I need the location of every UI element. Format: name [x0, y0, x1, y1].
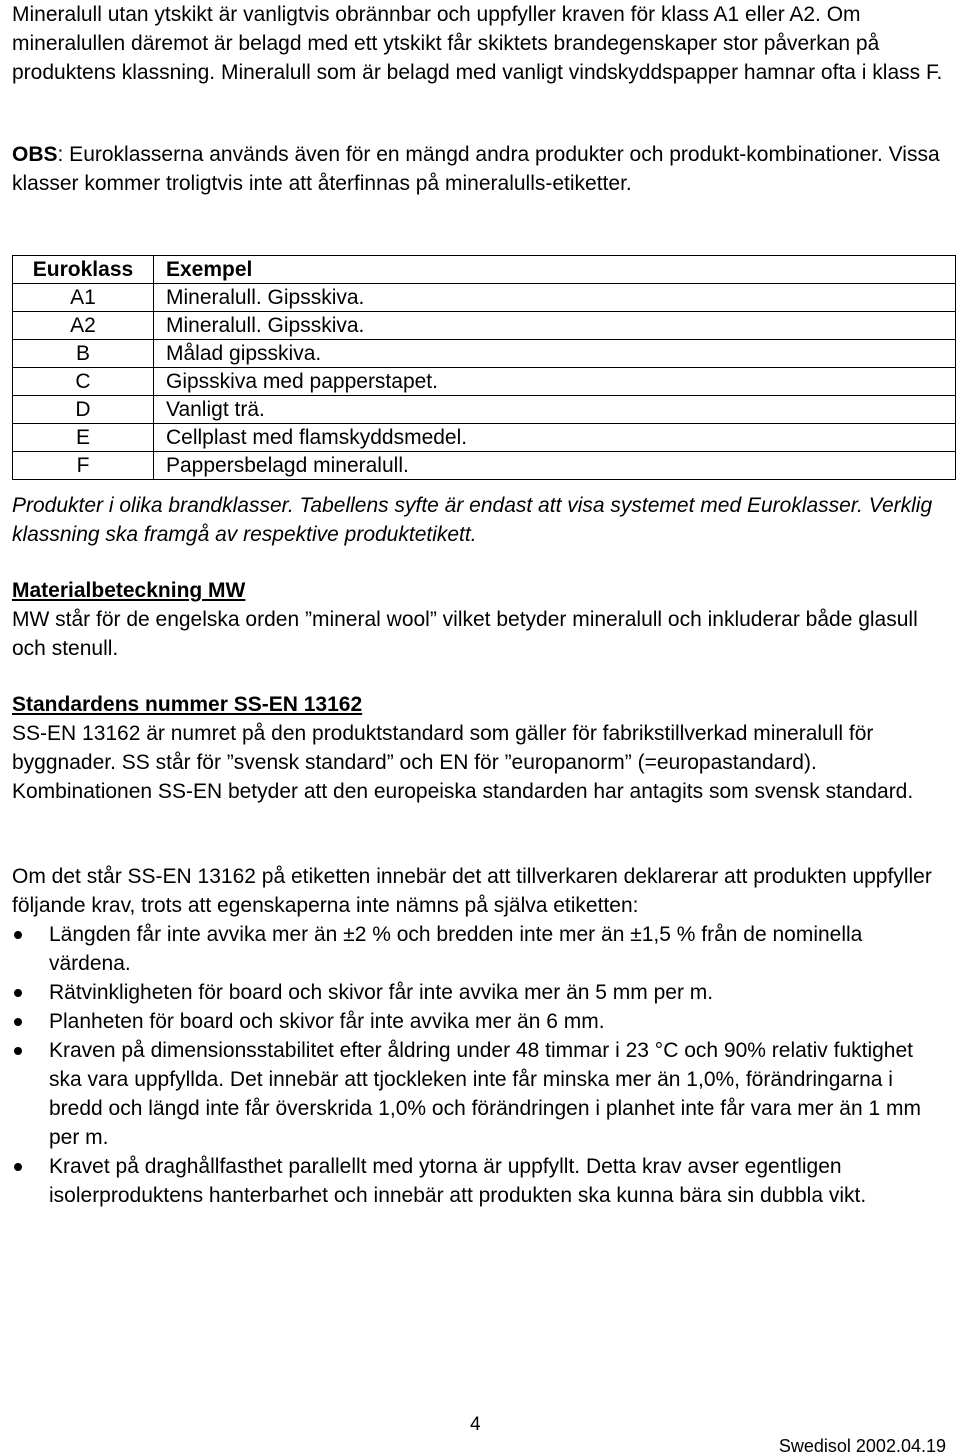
- table-cell-class: A2: [13, 312, 154, 340]
- intro-paragraph: Mineralull utan ytskikt är vanligtvis obrännbar och uppfyller kraven för klass A1 eller A2. Om mineralullen däremot är belagd med ett ytskikt får skiktets brandegenskaper stor påverkan på produktens klassning. Mineralull som är belagd med vanligt vindskyddspapper hamnar ofta i klass F.: [12, 3, 943, 84]
- table-cell-class: B: [13, 340, 154, 368]
- page-number: 4: [470, 1414, 481, 1435]
- table-cell-example: Mineralull. Gipsskiva.: [154, 284, 956, 312]
- table-cell-example: Gipsskiva med papperstapet.: [154, 368, 956, 396]
- table-cell-example: Pappersbelagd mineralull.: [154, 452, 956, 480]
- standard-section: [12, 690, 948, 806]
- list-item: [12, 1152, 948, 1210]
- table-caption: Produkter i olika brandklasser. Tabellens syfte är endast att visa systemet med Euroklasser. Verklig klassning ska framgå av respektive produktetikett.: [12, 494, 933, 546]
- bullet-icon: [14, 931, 22, 939]
- table-row: [13, 284, 956, 312]
- table-row: [13, 340, 956, 368]
- list-item-text: Planheten för board och skivor får inte avvika mer än 6 mm.: [49, 1010, 605, 1033]
- table-cell-class: F: [13, 452, 154, 480]
- mw-heading: Materialbeteckning MW: [12, 579, 246, 602]
- bullet-icon: [14, 1163, 22, 1171]
- list-item: [12, 1036, 948, 1152]
- standard-text: SS-EN 13162 är numret på den produktstandard som gäller för fabrikstillverkad mineralull för byggnader. SS står för ”svensk standard” och EN för ”europanorm” (=europastandard). Kombinationen SS-EN betyder att den europeiska standarden har antagits som svensk standard.: [12, 722, 914, 803]
- requirements-list: [12, 920, 948, 1210]
- table-row: [13, 368, 956, 396]
- table-header-exempel: Exempel: [154, 256, 956, 284]
- table-header-row: [13, 256, 956, 284]
- obs-text: : Euroklasserna används även för en mängd andra produkter och produkt-kombinationer. Vissa klasser kommer troligtvis inte att återfinnas på mineralulls-etiketter.: [12, 143, 940, 195]
- table-cell-example: Cellplast med flamskyddsmedel.: [154, 424, 956, 452]
- bullet-icon: [14, 1018, 22, 1026]
- table-cell-example: Mineralull. Gipsskiva.: [154, 312, 956, 340]
- footer-publisher-date: Swedisol 2002.04.19: [778, 1436, 946, 1456]
- euroklass-table-wrap: [12, 255, 956, 480]
- requirements-section: [12, 862, 948, 1210]
- list-item: [12, 920, 948, 978]
- bullet-icon: [14, 989, 22, 997]
- bullet-icon: [14, 1047, 22, 1055]
- euroklass-table: [12, 255, 956, 480]
- list-item-text: Kraven på dimensionsstabilitet efter åldring under 48 timmar i 23 °C och 90% relativ fuktighet ska vara uppfyllda. Det innebär att tjockleken inte får minska mer än 1,0%, förändringarna i bredd och längd inte får överskrida 1,0% och förändringen i planhet inte får vara mer än 1 mm per m.: [49, 1039, 921, 1149]
- obs-label: OBS: [12, 143, 58, 166]
- table-row: [13, 424, 956, 452]
- table-cell-class: D: [13, 396, 154, 424]
- mw-section: [12, 576, 948, 663]
- list-item-text: Längden får inte avvika mer än ±2 % och bredden inte mer än ±1,5 % från de nominella värdena.: [49, 923, 863, 975]
- list-item-text: Kravet på draghållfasthet parallellt med ytorna är uppfyllt. Detta krav avser egentligen isolerproduktens hanterbarhet och innebär att produkten ska kunna bära sin dubbla vikt.: [49, 1155, 867, 1207]
- table-cell-example: Vanligt trä.: [154, 396, 956, 424]
- table-cell-example: Målad gipsskiva.: [154, 340, 956, 368]
- obs-paragraph: [12, 140, 942, 198]
- table-cell-class: C: [13, 368, 154, 396]
- standard-heading: Standardens nummer SS-EN 13162: [12, 693, 363, 716]
- table-cell-class: A1: [13, 284, 154, 312]
- requirements-intro: Om det står SS-EN 13162 på etiketten innebär det att tillverkaren deklarerar att produkten uppfyller följande krav, trots att egenskaperna inte nämns på själva etiketten:: [12, 865, 932, 917]
- table-row: [13, 312, 956, 340]
- table-header-euroklass: Euroklass: [13, 256, 154, 284]
- mw-text: MW står för de engelska orden ”mineral wool” vilket betyder mineralull och inkluderar både glasull och stenull.: [12, 608, 918, 660]
- list-item: [12, 1007, 948, 1036]
- table-row: [13, 452, 956, 480]
- list-item-text: Rätvinkligheten för board och skivor får inte avvika mer än 5 mm per m.: [49, 981, 714, 1004]
- table-row: [13, 396, 956, 424]
- list-item: [12, 978, 948, 1007]
- table-cell-class: E: [13, 424, 154, 452]
